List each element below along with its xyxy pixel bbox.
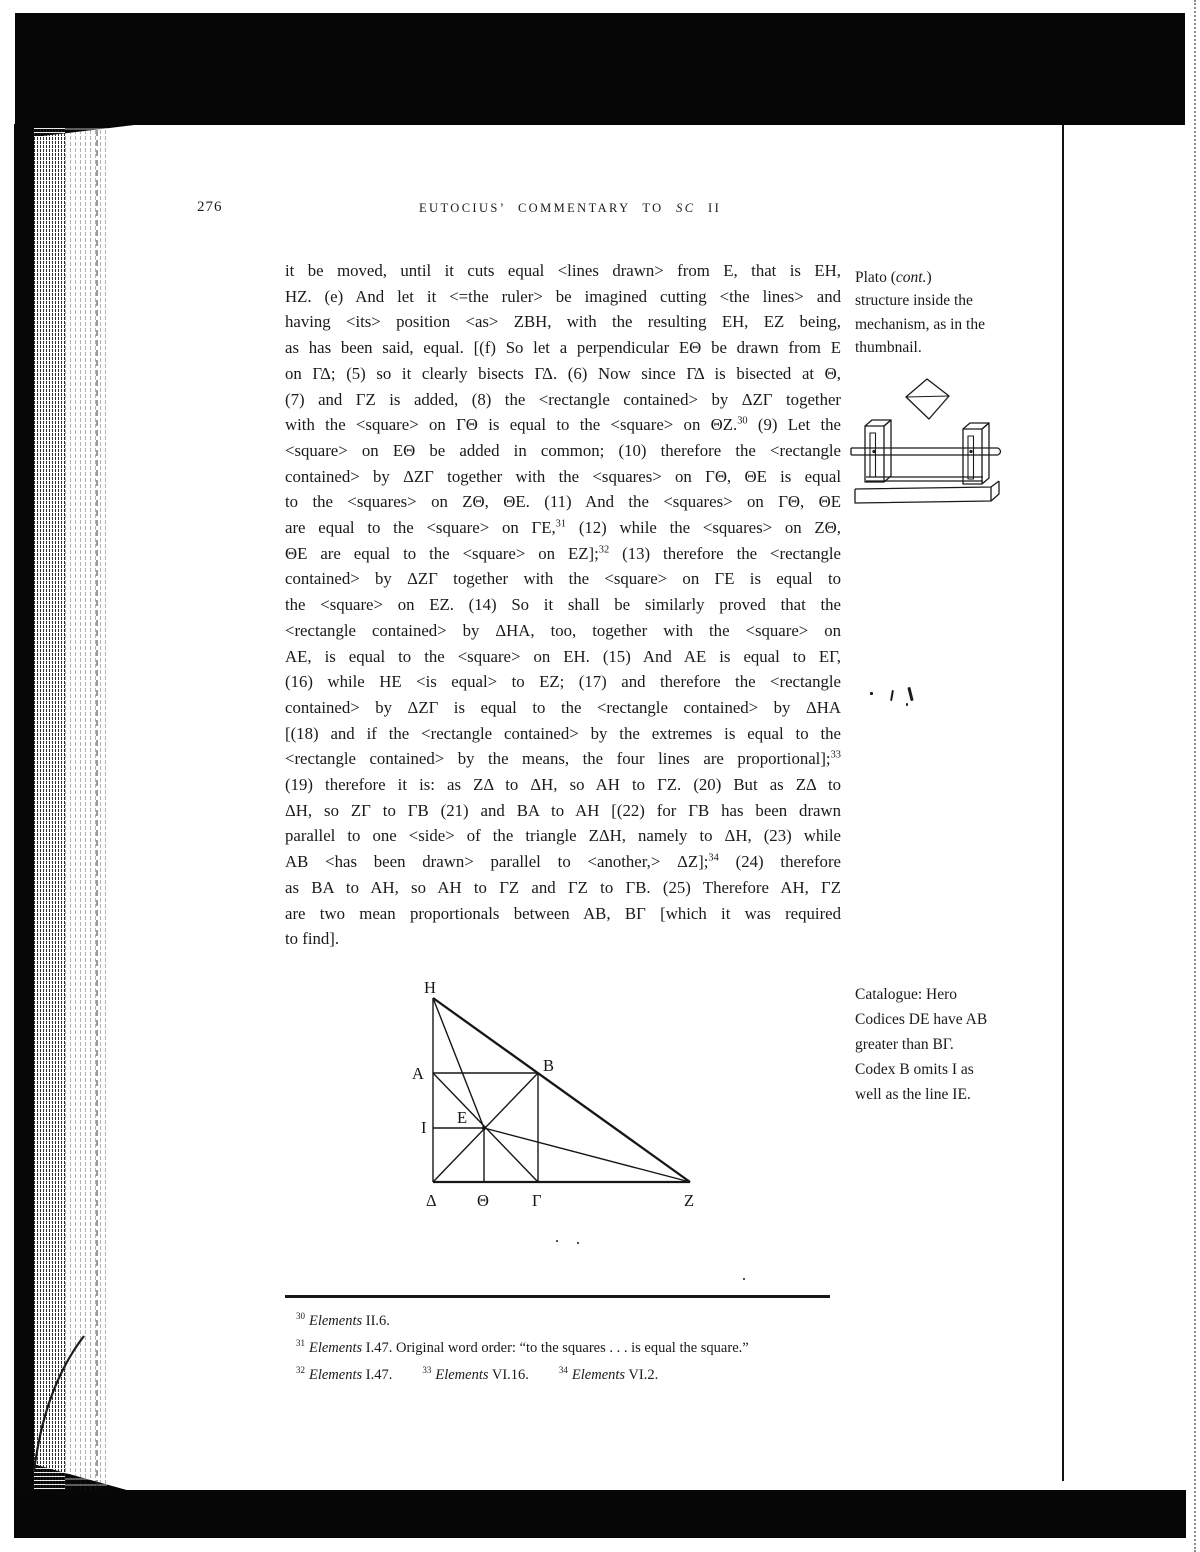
body-line: are two mean proportionals between AB, BΓ [which it was required bbox=[285, 903, 841, 923]
body-line: ΔH, so ZΓ to ΓB (21) and BA to AH [(22) for ΓB has been drawn bbox=[285, 800, 841, 820]
body-line: AE, is equal to the <square> on EH. (15) And AE is equal to EΓ, bbox=[285, 646, 841, 666]
body-line: having <its> position <as> ZBH, with the resulting EH, EZ being, bbox=[285, 312, 841, 332]
footnote: $^{33}$ Elements VI.16. bbox=[422, 1365, 529, 1383]
footnote-rule bbox=[285, 1295, 830, 1298]
figure-label-A: A bbox=[412, 1064, 424, 1083]
margin-note-line: structure inside the bbox=[855, 292, 973, 310]
figure-label-B: B bbox=[543, 1056, 555, 1075]
ink-speck bbox=[577, 1242, 579, 1244]
page-number: 276 bbox=[197, 199, 223, 215]
body-line: <rectangle contained> by the means, the four lines are proportional];$^{33}$ bbox=[285, 749, 841, 769]
ink-speck bbox=[556, 1240, 558, 1242]
margin-note-line: Codices DE have AB bbox=[855, 1011, 988, 1028]
body-line: contained> by ΔZΓ together with the <square> on ΓE is equal to bbox=[285, 569, 841, 589]
body-line: as has been said, equal. [(f) So let a perpendicular EΘ be drawn from E bbox=[285, 338, 841, 358]
figure-label-H: H bbox=[424, 978, 436, 997]
body-line: are equal to the <square> on ΓE,$^{31}$ (12) while the <squares> on ZΘ, bbox=[285, 518, 841, 538]
body-line: to find]. bbox=[285, 929, 340, 949]
body-line: contained> by ΔZΓ is equal to the <rectangle contained> by ΔHA bbox=[285, 697, 841, 717]
figure-label-Γ: Γ bbox=[532, 1191, 542, 1210]
margin-note-line: Catalogue: Hero bbox=[855, 986, 958, 1003]
body-line: (16) while HE <is equal> to EZ; (17) and therefore the <rectangle bbox=[285, 672, 841, 692]
mechanism-drawing bbox=[851, 379, 1001, 503]
footnote: $^{30}$ Elements II.6. bbox=[296, 1311, 390, 1329]
body-line: AB <has been drawn> parallel to <another,> ΔZ];$^{34}$ (24) therefore bbox=[285, 852, 841, 872]
body-line: ΘE are equal to the <square> on EZ];$^{32}$ (13) therefore the <rectangle bbox=[285, 543, 841, 563]
ink-speck bbox=[743, 1278, 745, 1280]
figure-label-Δ: Δ bbox=[426, 1191, 437, 1210]
footnote: $^{31}$ Elements I.47. Original word order: “to the squares . . . is equal the square.” bbox=[296, 1338, 749, 1356]
footnote: $^{32}$ Elements I.47. bbox=[296, 1365, 393, 1383]
body-line: contained> by ΔZΓ together with the <squares> on ΓΘ, ΘE is equal bbox=[285, 466, 841, 486]
margin-note-line: well as the line IE. bbox=[855, 1086, 971, 1103]
margin-note-catalogue bbox=[855, 982, 1020, 1107]
figure-label-Z: Z bbox=[684, 1191, 695, 1210]
ink-speck bbox=[870, 692, 873, 695]
body-line: on ΓΔ; (5) so it clearly bisects ΓΔ. (6) Now since ΓΔ is bisected at Θ, bbox=[285, 363, 841, 383]
body-line: the <square> on EZ. (14) So it shall be similarly proved that the bbox=[285, 595, 841, 615]
geometry-figure bbox=[395, 975, 715, 1230]
body-line: [(18) and if the <rectangle contained> by the extremes is equal to the bbox=[285, 723, 841, 743]
figure-label-E: E bbox=[457, 1108, 468, 1127]
margin-note-line: thumbnail. bbox=[855, 339, 922, 357]
margin-note-line: Plato (cont.) bbox=[855, 269, 932, 286]
footnote: $^{34}$ Elements VI.2. bbox=[558, 1365, 659, 1383]
body-line: with the <square> on ΓΘ is equal to the <square> on ΘZ.$^{30}$ (9) Let the bbox=[285, 415, 841, 435]
footnote-row bbox=[296, 1308, 841, 1335]
footnote-row bbox=[296, 1335, 841, 1362]
body-line: it be moved, until it cuts equal <lines drawn> from E, that is EH, bbox=[285, 261, 841, 280]
body-line: to the <squares> on ZΘ, ΘE. (11) And the <squares> on ΓΘ, ΘE bbox=[285, 492, 841, 512]
figure-label-Θ: Θ bbox=[477, 1191, 489, 1210]
pen-stroke-mark bbox=[34, 1336, 84, 1472]
running-head: EUTOCIUS’ COMMENTARY TO SC II bbox=[419, 201, 722, 215]
margin-note-line: mechanism, as in the bbox=[855, 315, 985, 333]
body-line: as BA to AH, so AH to ΓZ and ΓZ to ΓB. (25) Therefore AH, ΓZ bbox=[285, 877, 841, 897]
mechanism-thumbnail-figure bbox=[848, 368, 1004, 510]
body-line: <rectangle contained> by ΔHA, too, together with the <square> on bbox=[285, 620, 841, 640]
margin-note-line: greater than BΓ. bbox=[855, 1036, 954, 1053]
body-line: (7) and ΓZ is added, (8) the <rectangle contained> by ΔZΓ together bbox=[285, 389, 841, 409]
figure-label-I: I bbox=[421, 1118, 427, 1137]
footnote-row bbox=[296, 1362, 841, 1389]
margin-note-line: Codex B omits I as bbox=[855, 1061, 974, 1078]
figure-segment-H-Z bbox=[433, 998, 690, 1182]
figure-point-E bbox=[482, 1126, 486, 1130]
margin-note-plato bbox=[855, 266, 1020, 360]
ink-speck bbox=[906, 703, 908, 706]
body-line: parallel to one <side> of the triangle ZΔH, namely to ΔH, (23) while bbox=[285, 826, 841, 846]
body-line: (19) therefore it is: as ZΔ to ΔH, so AH to ΓZ. (20) But as ZΔ to bbox=[285, 775, 841, 795]
figure-segment-E-Z bbox=[484, 1128, 690, 1182]
body-line: HZ. (e) And let it <=the ruler> be imagined cutting <the lines> and bbox=[285, 286, 841, 306]
footnotes bbox=[296, 1308, 841, 1389]
body-line: <square> on EΘ be added in common; (10) therefore the <rectangle bbox=[285, 440, 841, 460]
body-text bbox=[285, 258, 841, 952]
